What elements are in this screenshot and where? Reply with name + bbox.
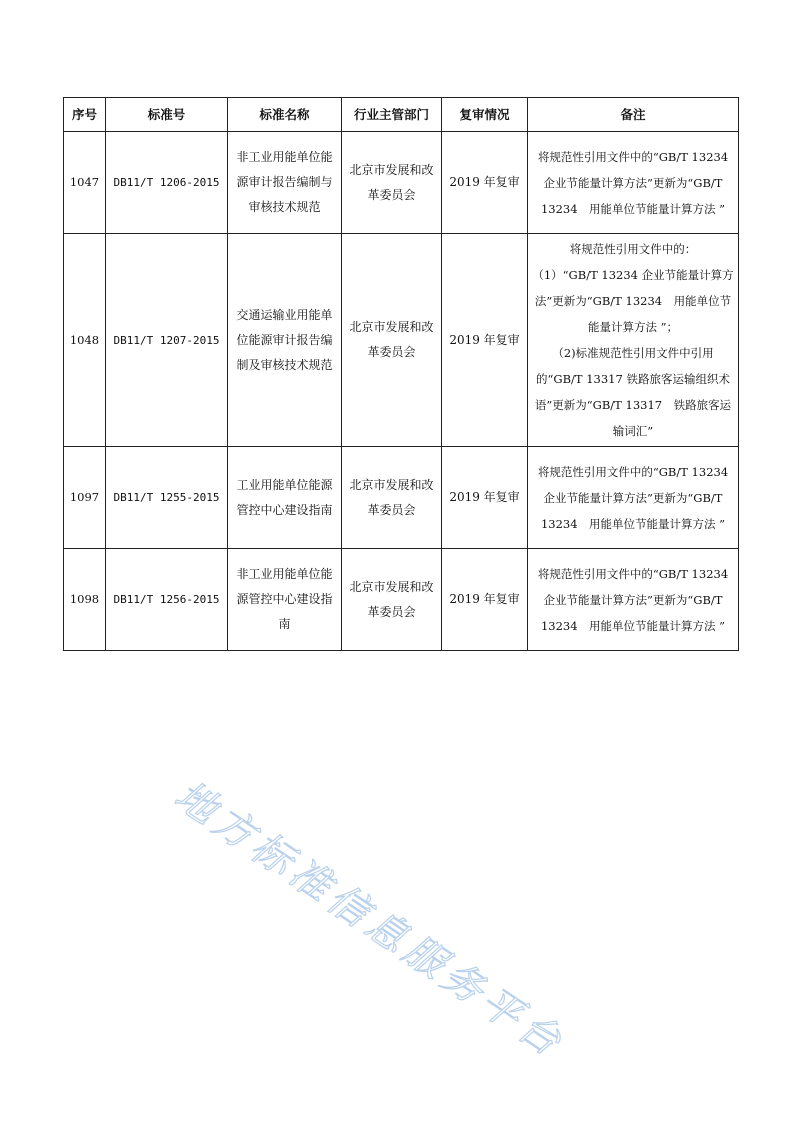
cell-review: 2019 年复审 (442, 234, 528, 447)
cell-std-no: DB11/T 1256-2015 (106, 549, 228, 651)
header-std-no: 标准号 (106, 98, 228, 132)
header-review: 复审情况 (442, 98, 528, 132)
cell-notes (528, 132, 739, 234)
note-line: 将规范性引用文件中的： (569, 242, 697, 256)
cell-std-no: DB11/T 1255-2015 (106, 447, 228, 549)
header-std-name: 标准名称 (228, 98, 342, 132)
cell-review: 2019 年复审 (442, 549, 528, 651)
note-line: 将规范性引用文件中的“GB/T 13234 企业节能量计算方法”更新为“GB/T 13234 用能单位节能量计算方法 ” (537, 149, 729, 216)
cell-seq: 1047 (64, 132, 106, 234)
cell-notes (528, 234, 739, 447)
cell-std-name: 工业用能单位能源管控中心建设指南 (228, 447, 342, 549)
cell-seq: 1098 (64, 549, 106, 651)
cell-std-name: 交通运输业用能单位能源审计报告编制及审核技术规范 (228, 234, 342, 447)
table-header-row (64, 98, 739, 132)
cell-std-no: DB11/T 1207-2015 (106, 234, 228, 447)
cell-seq: 1048 (64, 234, 106, 447)
cell-dept: 北京市发展和改革委员会 (342, 132, 442, 234)
table-row (64, 447, 739, 549)
cell-dept: 北京市发展和改革委员会 (342, 549, 442, 651)
header-seq: 序号 (64, 98, 106, 132)
table-row (64, 132, 739, 234)
note-line: （1）“GB/T 13234 企业节能量计算方法”更新为“GB/T 13234 用能单位节能量计算方法 ”； (532, 268, 734, 334)
standards-table (63, 97, 739, 651)
cell-seq: 1097 (64, 447, 106, 549)
cell-std-name: 非工业用能单位能源管控中心建设指南 (228, 549, 342, 651)
note-line: 将规范性引用文件中的“GB/T 13234 企业节能量计算方法”更新为“GB/T 13234 用能单位节能量计算方法 ” (537, 566, 729, 633)
cell-notes (528, 549, 739, 651)
cell-review: 2019 年复审 (442, 447, 528, 549)
cell-notes (528, 447, 739, 549)
cell-std-no: DB11/T 1206-2015 (106, 132, 228, 234)
cell-dept: 北京市发展和改革委员会 (342, 447, 442, 549)
table-row (64, 549, 739, 651)
note-line: （2)标准规范性引用文件中引用的“GB/T 13317 铁路旅客运输组织术语”更新为“GB/T 13317 铁路旅客运输词汇” (534, 346, 732, 438)
header-notes: 备注 (528, 98, 739, 132)
note-line: 将规范性引用文件中的“GB/T 13234 企业节能量计算方法”更新为“GB/T 13234 用能单位节能量计算方法 ” (537, 464, 729, 531)
cell-std-name: 非工业用能单位能源审计报告编制与审核技术规范 (228, 132, 342, 234)
table-row (64, 234, 739, 447)
header-dept: 行业主管部门 (342, 98, 442, 132)
watermark: 地方标准信息服务平台 (166, 772, 574, 1068)
cell-dept: 北京市发展和改革委员会 (342, 234, 442, 447)
cell-review: 2019 年复审 (442, 132, 528, 234)
